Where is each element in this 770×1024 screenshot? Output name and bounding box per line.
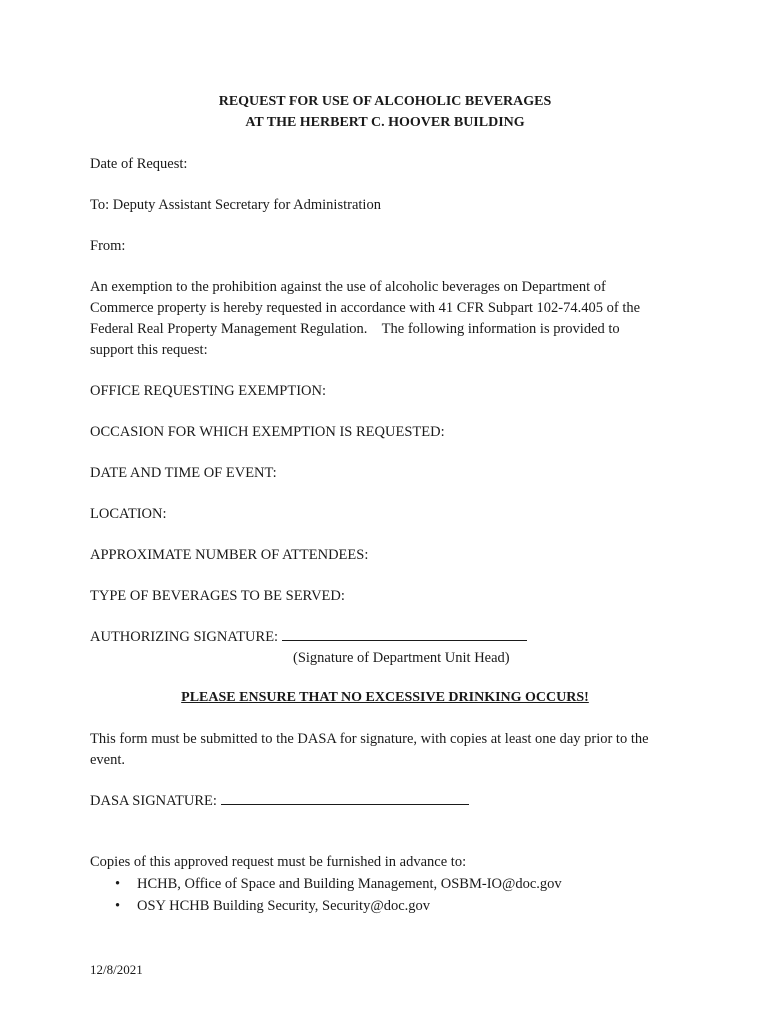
authorizing-signature-line[interactable] (282, 628, 527, 641)
date-of-request-label: Date of Request: (90, 156, 188, 172)
submission-line-1: This form must be submitted to the DASA for signature, with copies at least one day prior to the (90, 731, 649, 747)
list-item: HCHB, Office of Space and Building Management, OSBM-IO@doc.gov (137, 876, 562, 892)
authorizing-signature-row (90, 628, 527, 646)
attendees-label: APPROXIMATE NUMBER OF ATTENDEES: (90, 547, 369, 563)
occasion-label: OCCASION FOR WHICH EXEMPTION IS REQUESTED: (90, 424, 445, 440)
beverages-label: TYPE OF BEVERAGES TO BE SERVED: (90, 588, 345, 604)
dasa-signature-label: DASA SIGNATURE: (90, 793, 217, 809)
copies-heading: Copies of this approved request must be furnished in advance to: (90, 854, 467, 870)
intro-line-4: support this request: (90, 342, 208, 358)
date-time-label: DATE AND TIME OF EVENT: (90, 465, 277, 481)
dasa-signature-line[interactable] (221, 792, 469, 805)
from-label: From: (90, 238, 126, 254)
location-label: LOCATION: (90, 506, 167, 522)
footer-date: 12/8/2021 (90, 962, 143, 977)
authorizing-signature-label: AUTHORIZING SIGNATURE: (90, 629, 279, 645)
intro-line-2: Commerce property is hereby requested in accordance with 41 CFR Subpart 102-74.405 of the (90, 300, 641, 316)
intro-line-1: An exemption to the prohibition against the use of alcoholic beverages on Department of (90, 279, 606, 295)
bullet-icon: • (115, 876, 121, 892)
intro-line-3: Federal Real Property Management Regulation. The following information is provided to (90, 321, 620, 337)
list-item: OSY HCHB Building Security, Security@doc.gov (137, 898, 431, 914)
authorizing-signature-caption: (Signature of Department Unit Head) (293, 650, 510, 666)
bullet-icon: • (115, 898, 121, 914)
to-line: To: Deputy Assistant Secretary for Administration (90, 197, 381, 213)
title-line-1: REQUEST FOR USE OF ALCOHOLIC BEVERAGES (218, 94, 552, 109)
dasa-signature-row (90, 792, 469, 810)
office-requesting-label: OFFICE REQUESTING EXEMPTION: (90, 383, 327, 399)
title-line-2: AT THE HERBERT C. HOOVER BUILDING (245, 115, 525, 130)
excessive-drinking-warning: PLEASE ENSURE THAT NO EXCESSIVE DRINKING OCCURS! (181, 690, 589, 705)
submission-line-2: event. (90, 752, 126, 768)
